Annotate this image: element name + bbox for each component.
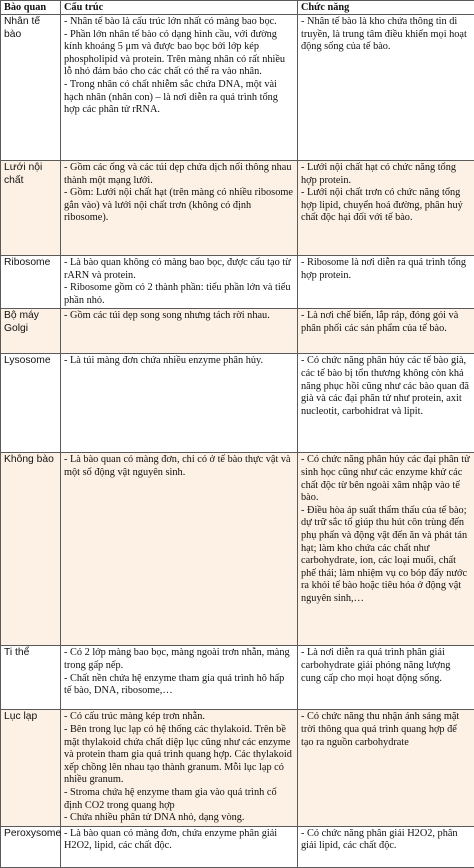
function-cell: [298, 309, 474, 354]
structure-line: - Là túi màng đơn chứa nhiều enzyme phân hủy.: [64, 355, 294, 368]
table-row: [1, 256, 474, 309]
organelle-name: Nhân tế bào: [1, 15, 61, 161]
organelle-name: Không bào: [1, 453, 61, 646]
structure-line: - Gồm các túi dẹp song song nhưng tách rời nhau.: [64, 310, 294, 323]
organelle-name: Ti thể: [1, 646, 61, 710]
structure-cell: [61, 15, 298, 161]
structure-cell: [61, 826, 298, 867]
structure-line: - Chứa nhiều phân tử DNA nhỏ, dạng vòng.: [64, 812, 294, 825]
function-cell: [298, 256, 474, 309]
structure-line: - Ribosome gồm có 2 thành phần: tiểu phần lớn và tiểu phần nhỏ.: [64, 282, 294, 307]
function-line: - Có chức năng phân hủy các tế bào già, các tế bào bị tổn thương không còn khả năng phục hồi cũng như các bào quan đã già và các đại phân tử như protein, axit nucleotit, carbohidrat và lipit.: [301, 355, 471, 418]
structure-line: - Có cấu trúc màng kép trơn nhẵn.: [64, 711, 294, 724]
function-cell: [298, 453, 474, 646]
header-row: [1, 1, 474, 15]
function-line: - Có chức năng phân giải H2O2, phân giải lipid, các chất độc.: [301, 828, 471, 853]
structure-cell: [61, 161, 298, 256]
structure-line: - Gồm: Lưới nội chất hạt (trên màng có nhiều ribosome gắn vào) và lưới nội chất trơn (không có định ribosome).: [64, 187, 294, 225]
organelle-name: Lưới nội chất: [1, 161, 61, 256]
structure-cell: [61, 646, 298, 710]
organelle-name: Peroxysome: [1, 826, 61, 867]
table-row: [1, 826, 474, 867]
structure-line: - Có 2 lớp màng bao bọc, màng ngoài trơn nhẵn, màng trong gấp nếp.: [64, 647, 294, 672]
table-row: [1, 453, 474, 646]
function-line: - Là nơi chế biến, lắp ráp, đóng gói và phân phối các sản phẩm của tế bào.: [301, 310, 471, 335]
function-line: - Điều hòa áp suất thẩm thấu của tế bào; dự trữ sắc tố giúp thu hút côn trùng đến phụ phấn và động vật đến ăn và phát tán hạt; làm kho chứa các chất như carbohydrate, ion, các loại muối, chất phế thải; làm nhiệm vụ co bóp đẩy nước ra khỏi tế bào hoặc tiêu hóa ở động vật nguyên sinh,…: [301, 505, 471, 606]
table-row: [1, 309, 474, 354]
header-structure: Cấu trúc: [61, 1, 298, 15]
organelle-name: Lysosome: [1, 354, 61, 453]
structure-line: - Phần lớn nhân tế bào có dạng hình cầu, với đường kính khoảng 5 μm và được bao bọc bởi lớp kép phospholipid và protein. Trên màng nhân có rất nhiều lỗ nhỏ đảm bảo cho các chất có thể ra vào nhân.: [64, 29, 294, 79]
organelle-name: Lục lạp: [1, 710, 61, 826]
function-cell: [298, 15, 474, 161]
organelle-name: Bộ máy Golgi: [1, 309, 61, 354]
structure-line: - Là bào quan có màng đơn, chỉ có ở tế bào thực vật và một số động vật nguyên sinh.: [64, 454, 294, 479]
function-cell: [298, 161, 474, 256]
structure-line: - Bên trong lục lạp có hệ thống các thylakoid. Trên bề mặt thylakoid chứa chất diệp lục cũng như các enzyme và protein tham gia quá trình quang hợp. Các thylakoid xếp chồng lên nhau tạo thành granum. Mỗi lục lạp có nhiều granum.: [64, 724, 294, 787]
function-line: - Có chức năng phân hủy các đại phân tử sinh học cũng như các enzyme khử các chất độc từ bên ngoài xâm nhập vào tế bào.: [301, 454, 471, 504]
structure-cell: [61, 309, 298, 354]
function-line: - Nhân tế bào là kho chứa thông tin di truyền, là trung tâm điều khiển mọi hoạt động sống của tế bào.: [301, 16, 471, 54]
table-row: [1, 354, 474, 453]
table-row: [1, 161, 474, 256]
structure-line: - Gồm các ống và các túi dẹp chứa dịch nối thông nhau thành một mạng lưới.: [64, 162, 294, 187]
structure-line: - Là bào quan không có màng bao bọc, được cấu tạo từ rARN và protein.: [64, 257, 294, 282]
function-cell: [298, 710, 474, 826]
function-line: - Lưới nội chất trơn có chức năng tổng hợp lipid, chuyển hoá đường, phân huỷ chất độc hại đối với tế bào.: [301, 187, 471, 225]
structure-cell: [61, 256, 298, 309]
structure-line: - Chất nền chứa hệ enzyme tham gia quá trình hô hấp tế bào, DNA, ribosome,…: [64, 673, 294, 698]
function-line: - Là nơi diễn ra quá trình phân giải carbohydrate giải phóng năng lượng cung cấp cho mọi hoạt động sống.: [301, 647, 471, 685]
organelle-name: Ribosome: [1, 256, 61, 309]
function-cell: [298, 826, 474, 867]
function-cell: [298, 646, 474, 710]
structure-cell: [61, 453, 298, 646]
structure-line: - Trong nhân có chất nhiễm sắc chứa DNA, một vài hạch nhân (nhân con) – là nơi diễn ra quá trình tổng hợp các phân tử rRNA.: [64, 79, 294, 117]
table-row: [1, 646, 474, 710]
table-row: [1, 15, 474, 161]
function-line: - Ribosome là nơi diễn ra quá trình tổng hợp protein.: [301, 257, 471, 282]
header-organelle: Bào quan: [1, 1, 61, 15]
function-line: - Có chức năng thu nhận ánh sáng mặt trời thông qua quá trình quang hợp để tạo ra nguồn carbohydrate: [301, 711, 471, 749]
header-function: Chức năng: [298, 1, 474, 15]
function-line: - Lưới nội chất hạt có chức năng tổng hợp protein.: [301, 162, 471, 187]
structure-line: - Nhân tế bào là cấu trúc lớn nhất có màng bao bọc.: [64, 16, 294, 29]
structure-cell: [61, 710, 298, 826]
table-row: [1, 710, 474, 826]
structure-line: - Là bào quan có màng đơn, chứa enzyme phân giải H2O2, lipid, các chất độc.: [64, 828, 294, 853]
function-cell: [298, 354, 474, 453]
structure-cell: [61, 354, 298, 453]
structure-line: - Stroma chứa hệ enzyme tham gia vào quá trình cố định CO2 trong quang hợp: [64, 787, 294, 812]
